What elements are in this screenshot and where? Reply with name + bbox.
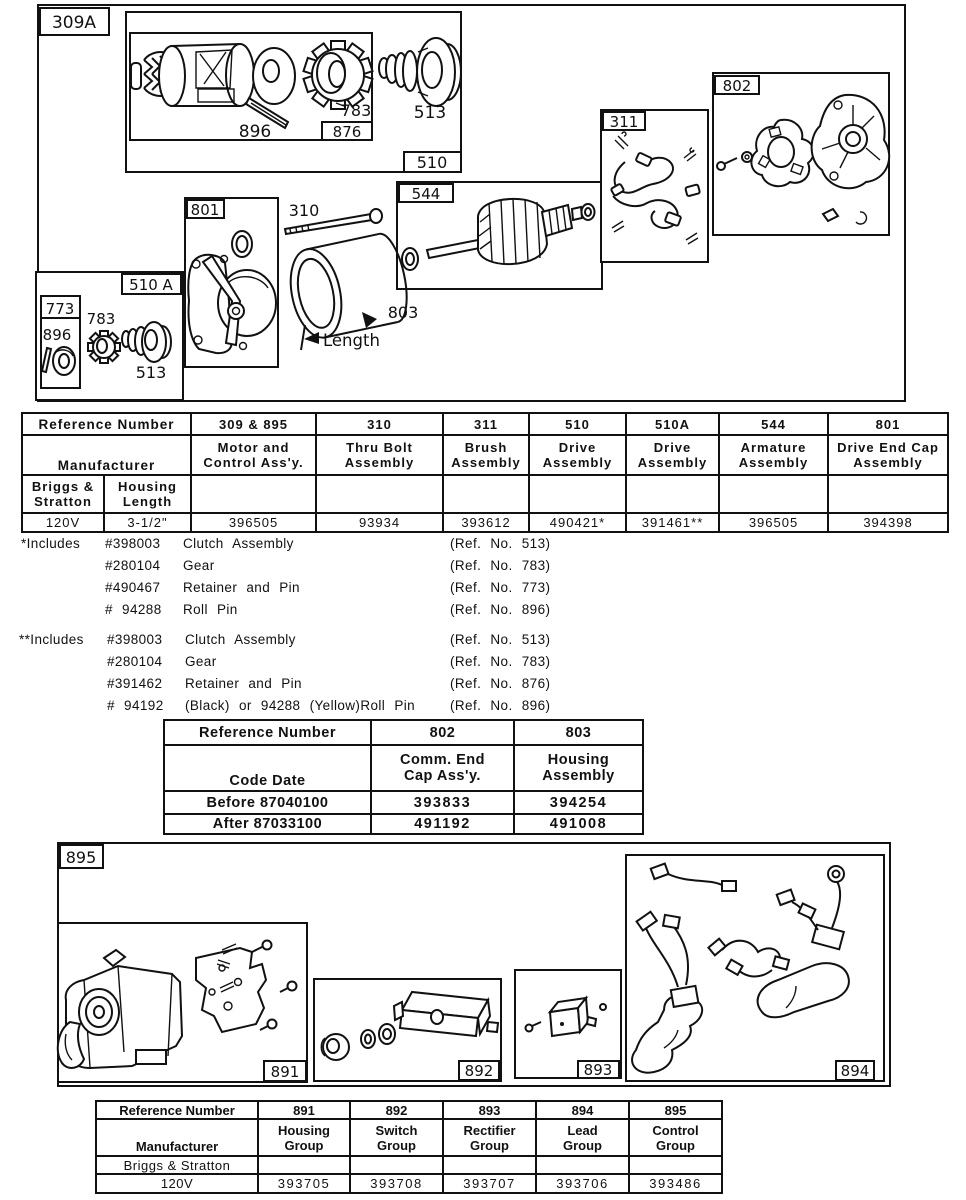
manufacturer-header: Manufacturer	[22, 435, 191, 475]
footnote-desc: Gear	[183, 558, 215, 573]
label-544: 544	[411, 185, 441, 203]
part-number: 93934	[316, 513, 443, 532]
diagram-895-frame	[58, 843, 890, 1086]
code-date-before: Before 87040100	[164, 791, 371, 814]
label-803: 803	[387, 303, 419, 322]
col-ref-510: 510	[529, 413, 626, 435]
assembly-name: Drive Assembly	[626, 435, 719, 475]
reference-table	[21, 412, 949, 533]
label-876: 876	[332, 123, 362, 141]
footnote-part: # 94192	[107, 698, 164, 713]
col-ref-309-895: 309 & 895	[191, 413, 316, 435]
footnote-part: # 94288	[105, 602, 162, 617]
footnote-desc: Gear	[185, 654, 217, 669]
control-group-exploded-diagram	[0, 840, 966, 1090]
footnote-part: #398003	[105, 536, 161, 551]
brand-cell: Briggs & Stratton	[96, 1156, 258, 1174]
group-name: Housing Group	[258, 1119, 350, 1156]
col-ref-311: 311	[443, 413, 529, 435]
manufacturer-header: Manufacturer	[96, 1119, 258, 1156]
small-gear-drawing	[88, 331, 120, 363]
comm-end-cap-header: Comm. End Cap Ass'y.	[371, 745, 514, 791]
footnote-desc: (Black) or 94288 (Yellow)Roll Pin	[185, 698, 416, 713]
footnote-ref: (Ref. No. 876)	[450, 676, 551, 691]
part-number: 393486	[629, 1174, 722, 1193]
part-number: 393706	[536, 1174, 629, 1193]
housing-length-header: Housing Length	[104, 475, 191, 513]
label-896b: 896	[42, 326, 72, 344]
col-ref-510a: 510A	[626, 413, 719, 435]
label-896: 896	[238, 122, 272, 142]
label-510: 510	[416, 153, 448, 172]
footnote-desc: Clutch Assembly	[183, 536, 294, 551]
code-ref-803: 803	[514, 720, 643, 745]
group-ref-895: 895	[629, 1101, 722, 1119]
label-894: 894	[840, 1062, 870, 1080]
footnote-ref: (Ref. No. 513)	[450, 632, 551, 647]
drive-assembly-510-group	[126, 12, 461, 172]
rectifier-group-893	[515, 970, 621, 1079]
label-311: 311	[609, 113, 639, 131]
label-891: 891	[270, 1063, 300, 1081]
code-table-header: Reference Number	[164, 720, 371, 745]
footnote-part: #280104	[105, 558, 161, 573]
assembly-name: Armature Assembly	[719, 435, 828, 475]
footnote-ref: (Ref. No. 783)	[450, 558, 551, 573]
gear-drawing	[304, 41, 373, 109]
col-ref-801: 801	[828, 413, 948, 435]
thru-bolt-310-drawing	[285, 201, 382, 234]
part-number: 394254	[514, 791, 643, 814]
starter-motor-exploded-diagram	[0, 0, 966, 410]
label-783: 783	[340, 101, 372, 120]
part-number: 393707	[443, 1174, 536, 1193]
brush-assembly-311-group	[601, 110, 708, 262]
group-table	[95, 1100, 723, 1194]
col-ref-544: 544	[719, 413, 828, 435]
label-892: 892	[464, 1062, 494, 1080]
washer-drawing	[253, 48, 295, 104]
label-310: 310	[288, 201, 320, 220]
group-table-header: Reference Number	[96, 1101, 258, 1119]
footnote-prefix: *Includes	[21, 536, 81, 551]
label-802: 802	[722, 77, 752, 95]
col-ref-310: 310	[316, 413, 443, 435]
footnote-ref: (Ref. No. 896)	[450, 698, 551, 713]
housing-length-value: 3-1/2"	[104, 513, 191, 532]
brand-cell: Briggs & Stratton	[22, 475, 104, 513]
part-number: 393612	[443, 513, 529, 532]
housing-group-891	[58, 923, 307, 1082]
label-513b: 513	[135, 363, 167, 382]
group-ref-892: 892	[350, 1101, 443, 1119]
clutch-housing-drawing	[159, 44, 254, 106]
part-number: 393708	[350, 1174, 443, 1193]
label-513: 513	[413, 103, 447, 123]
label-length: Length	[323, 331, 380, 350]
group-ref-894: 894	[536, 1101, 629, 1119]
footnote-desc: Retainer and Pin	[185, 676, 302, 691]
assembly-name: Drive Assembly	[529, 435, 626, 475]
footnote-part: #391462	[107, 676, 163, 691]
part-number: 491008	[514, 814, 643, 834]
code-date-header: Code Date	[164, 745, 371, 791]
assembly-name: Thru Bolt Assembly	[316, 435, 443, 475]
housing-assembly-header: Housing Assembly	[514, 745, 643, 791]
lead-group-894	[626, 855, 884, 1081]
group-name: Lead Group	[536, 1119, 629, 1156]
assembly-name: Motor and Control Ass'y.	[191, 435, 316, 475]
part-number: 491192	[371, 814, 514, 834]
footnote-part: #280104	[107, 654, 163, 669]
drive-end-cap-801-group	[185, 198, 278, 367]
part-number: 391461**	[626, 513, 719, 532]
footnote-desc: Clutch Assembly	[185, 632, 296, 647]
part-number: 490421*	[529, 513, 626, 532]
label-510a: 510 A	[129, 276, 173, 294]
code-ref-802: 802	[371, 720, 514, 745]
switch-group-892	[314, 979, 501, 1081]
label-895: 895	[65, 848, 97, 867]
dimension-tick	[301, 325, 305, 350]
part-number: 396505	[719, 513, 828, 532]
drive-assembly-510a-group	[36, 272, 183, 400]
comm-end-cap-802-group	[713, 73, 889, 235]
footnote-part: #398003	[107, 632, 163, 647]
footnote-part: #490467	[105, 580, 161, 595]
group-name: Control Group	[629, 1119, 722, 1156]
part-number: 396505	[191, 513, 316, 532]
label-309a: 309A	[51, 13, 97, 33]
part-number: 393833	[371, 791, 514, 814]
footnote-desc: Roll Pin	[183, 602, 238, 617]
dimension-arrow-right	[362, 312, 377, 328]
footnote-ref: (Ref. No. 773)	[450, 580, 551, 595]
footnote-desc: Retainer and Pin	[183, 580, 300, 595]
label-783b: 783	[86, 310, 116, 328]
ref-table-header: Reference Number	[22, 413, 191, 435]
label-893: 893	[583, 1061, 613, 1079]
group-ref-891: 891	[258, 1101, 350, 1119]
armature-assembly-544-group	[397, 182, 602, 289]
voltage-cell: 120V	[96, 1174, 258, 1193]
code-date-table	[163, 719, 644, 835]
group-name: Switch Group	[350, 1119, 443, 1156]
footnote-ref: (Ref. No. 896)	[450, 602, 551, 617]
drive-clutch-513-drawing	[379, 38, 461, 106]
assembly-name: Brush Assembly	[443, 435, 529, 475]
group-name: Rectifier Group	[443, 1119, 536, 1156]
voltage-cell: 120V	[22, 513, 104, 532]
assembly-name: Drive End Cap Assembly	[828, 435, 948, 475]
group-ref-893: 893	[443, 1101, 536, 1119]
footnote-ref: (Ref. No. 513)	[450, 536, 551, 551]
label-773: 773	[45, 300, 75, 318]
footnote-prefix: **Includes	[19, 632, 84, 647]
part-number: 394398	[828, 513, 948, 532]
label-801: 801	[190, 201, 220, 219]
footnote-ref: (Ref. No. 783)	[450, 654, 551, 669]
code-date-after: After 87033100	[164, 814, 371, 834]
part-number: 393705	[258, 1174, 350, 1193]
